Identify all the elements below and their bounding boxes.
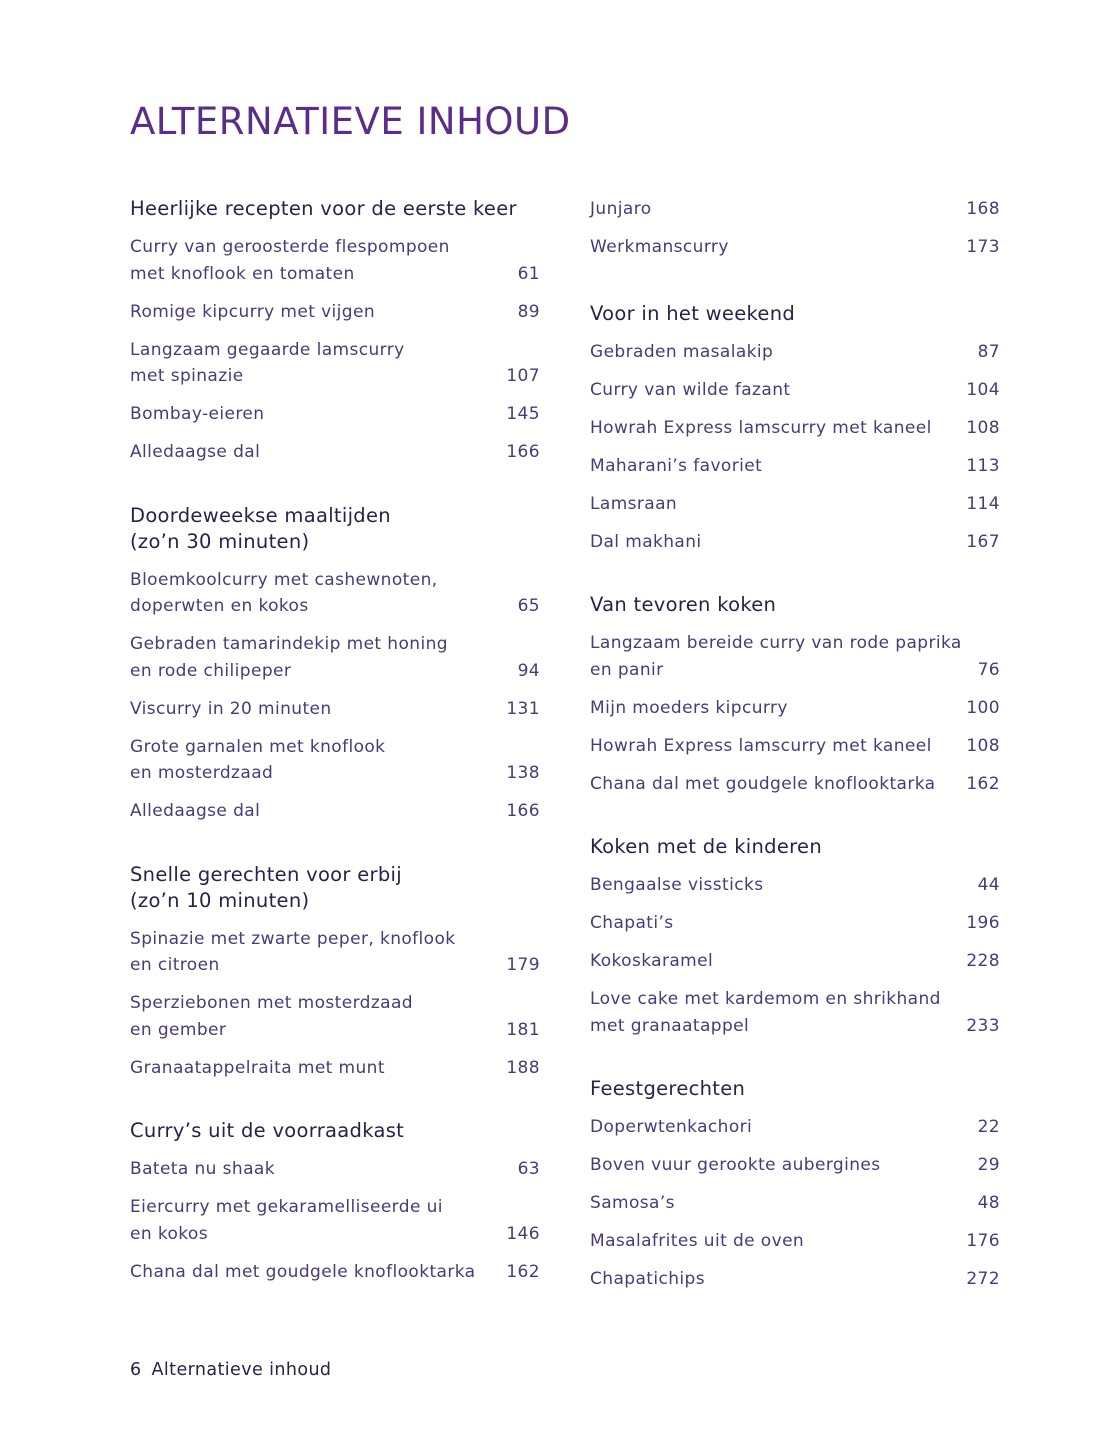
entry-title: Maharani’s favoriet <box>590 455 763 476</box>
toc-section <box>130 1118 540 1285</box>
entry-page-number: 131 <box>506 698 540 719</box>
entry-page-number: 108 <box>966 735 1000 756</box>
entry-title: Kokoskaramel <box>590 951 714 971</box>
entry-page-number: 168 <box>966 199 1000 219</box>
entry-page-number: 114 <box>966 493 1000 514</box>
section-heading: Heerlijke recepten voor de eerste keer <box>130 197 517 220</box>
entry-title: Granaatappelraita met munt <box>130 1057 385 1078</box>
entry-page-number: 29 <box>977 1155 1000 1175</box>
entry-title: Lamsraan <box>590 493 678 514</box>
entry-page-number: 76 <box>977 659 1000 680</box>
toc-entry[interactable] <box>130 926 540 979</box>
entry-title: Spinazie met zwarte peper, knoflook en citroen <box>130 928 456 975</box>
page-title: ALTERNATIEVE INHOUD <box>130 100 571 143</box>
entry-page-number: 61 <box>517 263 540 284</box>
toc-section <box>590 196 1000 261</box>
toc-entry[interactable] <box>130 299 540 326</box>
entry-page-number: 87 <box>977 341 1000 362</box>
toc-entry[interactable] <box>130 631 540 684</box>
entry-title: Chapati’s <box>590 913 674 933</box>
entry-title: Viscurry in 20 minuten <box>130 698 332 719</box>
toc-entry[interactable] <box>130 1156 540 1183</box>
toc-entry[interactable] <box>130 990 540 1043</box>
toc-section <box>590 1076 1000 1293</box>
toc-section <box>130 862 540 1082</box>
entry-title: Sperziebonen met mosterdzaad en gember <box>130 993 414 1040</box>
toc-section <box>130 503 540 825</box>
entry-page-number: 167 <box>966 531 1000 552</box>
toc-entry[interactable] <box>590 1266 1000 1293</box>
entry-page-number: 179 <box>506 955 540 975</box>
entry-title: Samosa’s <box>590 1193 675 1213</box>
entry-title: Mijn moeders kipcurry <box>590 697 788 718</box>
section-heading: Koken met de kinderen <box>590 835 822 858</box>
entry-title: Gebraden masalakip <box>590 341 774 362</box>
entry-title: Dal makhani <box>590 531 702 552</box>
toc-entry[interactable] <box>590 630 1000 683</box>
entry-title: Langzaam gegaarde lamscurry met spinazie <box>130 339 405 386</box>
toc-entry[interactable] <box>590 453 1000 480</box>
entry-title: Chapatichips <box>590 1269 705 1289</box>
footer-page-number: 6 <box>130 1360 142 1380</box>
toc-entry[interactable] <box>130 401 540 428</box>
toc-entry[interactable] <box>130 1194 540 1247</box>
entry-page-number: 173 <box>966 237 1000 257</box>
entry-page-number: 108 <box>966 417 1000 438</box>
toc-entry[interactable] <box>130 1259 540 1286</box>
entry-title: Bengaalse vissticks <box>590 875 764 895</box>
toc-entry[interactable] <box>590 234 1000 261</box>
toc-entry[interactable] <box>130 798 540 825</box>
toc-entry[interactable] <box>590 1152 1000 1179</box>
toc-entry[interactable] <box>590 733 1000 760</box>
entry-page-number: 22 <box>977 1117 1000 1137</box>
entry-page-number: 113 <box>966 455 1000 476</box>
entry-page-number: 100 <box>966 697 1000 718</box>
toc-section <box>130 196 540 466</box>
entry-title: Bombay-eieren <box>130 404 265 424</box>
entry-page-number: 233 <box>966 1015 1000 1036</box>
toc-entry[interactable] <box>130 337 540 390</box>
toc-entry[interactable] <box>590 377 1000 404</box>
entry-title: Werkmanscurry <box>590 237 729 257</box>
toc-section <box>590 592 1000 797</box>
entry-page-number: 228 <box>966 951 1000 971</box>
entry-page-number: 166 <box>506 801 540 821</box>
entry-page-number: 48 <box>977 1193 1000 1213</box>
toc-entry[interactable] <box>130 234 540 287</box>
entry-title: Curry van wilde fazant <box>590 379 791 400</box>
entry-title: Grote garnalen met knoflook en mosterdzaad <box>130 736 386 783</box>
entry-page-number: 44 <box>977 875 1000 895</box>
entry-page-number: 104 <box>966 379 1000 400</box>
toc-entry[interactable] <box>590 529 1000 556</box>
entry-title: Curry van geroosterde flespompoen met knoflook en tomaten <box>130 237 450 284</box>
toc-entry[interactable] <box>590 491 1000 518</box>
entry-title: Masalafrites uit de oven <box>590 1231 805 1251</box>
section-heading: Doordeweekse maaltijden (zo’n 30 minuten) <box>130 503 391 553</box>
section-heading: Feestgerechten <box>590 1077 746 1100</box>
entry-page-number: 145 <box>506 404 540 424</box>
entry-title: Bloemkoolcurry met cashewnoten, doperwten en kokos <box>130 569 438 616</box>
entry-page-number: 138 <box>506 763 540 783</box>
entry-title: Gebraden tamarindekip met honing en rode chilipeper <box>130 634 448 681</box>
entry-page-number: 272 <box>966 1269 1000 1289</box>
toc-entry[interactable] <box>590 339 1000 366</box>
entry-title: Chana dal met goudgele knoflooktarka <box>130 1261 476 1282</box>
section-heading: Van tevoren koken <box>590 593 777 616</box>
entry-title: Doperwtenkachori <box>590 1117 753 1137</box>
toc-entry[interactable] <box>590 415 1000 442</box>
toc-entry[interactable] <box>590 948 1000 975</box>
toc-entry[interactable] <box>130 567 540 620</box>
entry-title: Eiercurry met gekaramelliseerde ui en kokos <box>130 1197 443 1244</box>
entry-page-number: 65 <box>517 596 540 616</box>
entry-title: Bateta nu shaak <box>130 1159 275 1179</box>
toc-section <box>590 301 1000 556</box>
entry-page-number: 89 <box>517 301 540 322</box>
section-heading: Curry’s uit de voorraadkast <box>130 1119 405 1142</box>
section-heading: Voor in het weekend <box>590 301 796 325</box>
toc-entry[interactable] <box>590 771 1000 798</box>
entry-page-number: 196 <box>966 913 1000 933</box>
toc-entry[interactable] <box>130 696 540 723</box>
entry-title: Alledaagse dal <box>130 442 261 462</box>
toc-entry[interactable] <box>130 734 540 787</box>
entry-title: Howrah Express lamscurry met kaneel <box>590 417 932 438</box>
toc-section <box>590 834 1000 1039</box>
entry-page-number: 162 <box>506 1261 540 1282</box>
entry-title: Romige kipcurry met vijgen <box>130 301 376 322</box>
section-heading: Snelle gerechten voor erbij (zo’n 10 minuten) <box>130 862 402 912</box>
entry-page-number: 94 <box>517 660 540 681</box>
entry-page-number: 146 <box>506 1223 540 1244</box>
toc-entry[interactable] <box>590 1190 1000 1217</box>
entry-page-number: 162 <box>966 773 1000 794</box>
toc-entry[interactable] <box>590 1228 1000 1255</box>
entry-title: Alledaagse dal <box>130 801 261 821</box>
toc-entry[interactable] <box>590 695 1000 722</box>
entry-page-number: 107 <box>506 366 540 386</box>
toc-column-right <box>590 196 1000 1330</box>
entry-title: Love cake met kardemom en shrikhand met granaatappel <box>590 989 941 1036</box>
entry-page-number: 181 <box>506 1019 540 1040</box>
entry-title: Howrah Express lamscurry met kaneel <box>590 735 932 756</box>
toc-entry[interactable] <box>590 1114 1000 1141</box>
toc-entry[interactable] <box>130 439 540 466</box>
entry-page-number: 176 <box>966 1231 1000 1251</box>
toc-entry[interactable] <box>590 196 1000 223</box>
entry-page-number: 63 <box>517 1159 540 1179</box>
toc-entry[interactable] <box>590 910 1000 937</box>
toc-entry[interactable] <box>590 872 1000 899</box>
entry-title: Boven vuur gerookte aubergines <box>590 1155 881 1175</box>
entry-title: Chana dal met goudgele knoflooktarka <box>590 773 936 794</box>
entry-title: Langzaam bereide curry van rode paprika en panir <box>590 633 962 680</box>
entry-page-number: 166 <box>506 442 540 462</box>
toc-entry[interactable] <box>590 986 1000 1039</box>
footer-label: Alternatieve inhoud <box>151 1360 332 1380</box>
entry-title: Junjaro <box>590 199 652 219</box>
toc-entry[interactable] <box>130 1055 540 1082</box>
toc-column-left <box>130 196 540 1322</box>
entry-page-number: 188 <box>506 1057 540 1078</box>
page-footer <box>130 1360 331 1380</box>
